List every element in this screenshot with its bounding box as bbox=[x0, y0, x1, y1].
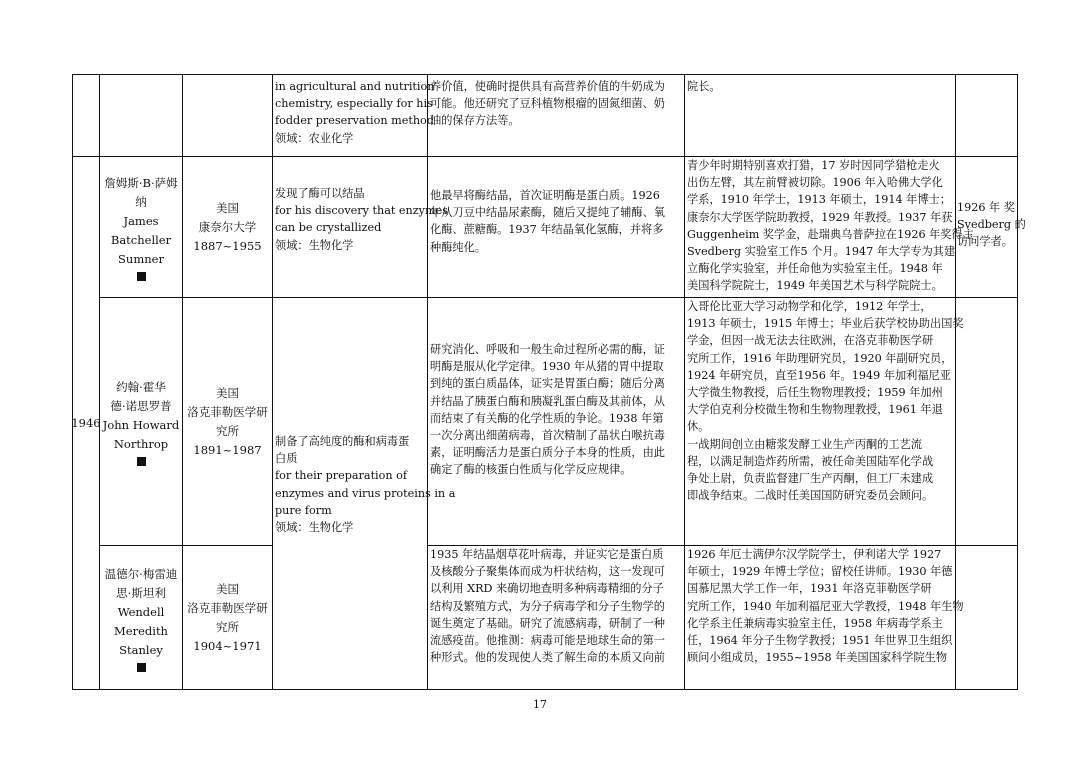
year-text: 1946 bbox=[71, 416, 101, 430]
name-line: 思·斯坦利 bbox=[116, 585, 166, 600]
text-line: 领域：生物化学 bbox=[275, 238, 354, 252]
text-line: 青少年时期特别喜欢打猎，17 岁时因同学猎枪走火 bbox=[687, 159, 940, 172]
field-cell-sumner bbox=[273, 185, 448, 285]
text-line: 年硕士，1929 年博士学位；留校任讲师。1930 年德 bbox=[687, 565, 953, 579]
text-line: 制备了高纯度的酶和病毒蛋 bbox=[275, 435, 410, 448]
laureate-name-northrop bbox=[100, 298, 182, 545]
text-line: 而结束了有关酶的化学性质的争论。1938 年第 bbox=[430, 411, 664, 425]
text-line: 院长。 bbox=[687, 80, 721, 93]
text-line: 1935 年结晶烟草花叶病毒，并证实它是蛋白质 bbox=[430, 548, 664, 561]
page-number: 17 bbox=[533, 698, 547, 711]
text-line: 明酶是服从化学定律。1930 年从猪的胃中提取 bbox=[430, 360, 664, 374]
name-line: Stanley bbox=[119, 642, 163, 657]
text-line: 诞生奠定了基础。研究了流感病毒，研制了一种 bbox=[430, 616, 665, 630]
text-line: 顾问小组成员，1955~1958 年美国国家科学院生物 bbox=[687, 651, 948, 665]
institution: 洛克菲勒医学研 bbox=[187, 404, 268, 419]
marker-square-icon bbox=[137, 663, 146, 672]
text-line: pure form bbox=[275, 503, 332, 517]
top-bio-cell bbox=[685, 78, 955, 156]
top-work-cell bbox=[428, 78, 684, 156]
marker-square-icon bbox=[137, 457, 146, 466]
text-line: Guggenheim 奖学金，赴瑞典乌普萨拉在1926 年奖得主 bbox=[687, 227, 974, 241]
text-line: 康奈尔大学医学院助教授，1929 年教授。1937 年获 bbox=[687, 210, 953, 224]
text-line: Svedberg 的 bbox=[957, 218, 1026, 232]
institution: 究所 bbox=[216, 423, 239, 438]
text-line: Svedberg 实验室工作5 个月。1947 年大学专为其建 bbox=[687, 245, 956, 259]
work-cell-sumner bbox=[428, 187, 684, 267]
text-line: 立酶化学实验室，并任命他为实验室主任。1948 年 bbox=[687, 262, 943, 276]
text-line: 并结晶了胰蛋白酶和胰凝乳蛋白酶及其前体，从 bbox=[430, 394, 665, 408]
field-cell-shared bbox=[273, 433, 456, 553]
text-line: 争处上尉，负责监督建厂生产丙酮，但工厂未建成 bbox=[687, 472, 934, 486]
laureate-affiliation-stanley bbox=[183, 546, 272, 690]
col-divider bbox=[955, 75, 956, 689]
text-line: 发现了酶可以结晶 bbox=[275, 187, 365, 200]
country: 美国 bbox=[216, 200, 239, 215]
laureate-table bbox=[71, 74, 1026, 690]
name-line: Meredith bbox=[114, 623, 168, 638]
text-line: 任，1964 年分子生物学教授；1951 年世界卫生组织 bbox=[687, 634, 953, 648]
laureate-name-stanley bbox=[100, 546, 182, 690]
text-line: 确定了酶的核蛋白性质与化学反应规律。 bbox=[430, 463, 632, 477]
laureate-name-sumner bbox=[100, 157, 182, 297]
text-line: 国慕尼黑大学工作一年，1931 年洛克菲勒医学研 bbox=[687, 582, 932, 596]
text-line: fodder preservation method bbox=[275, 114, 434, 128]
work-cell-northrop bbox=[428, 341, 684, 491]
text-line: 1924 年研究员，直至1956 年。1949 年加利福尼亚 bbox=[687, 368, 951, 382]
text-line: 究所工作，1940 年加利福尼亚大学教授，1948 年生物 bbox=[687, 599, 964, 613]
award-year bbox=[73, 157, 99, 689]
text-line: 1926 年厄士满伊尔汉学院学士，伊利诺大学 1927 bbox=[687, 548, 942, 561]
text-line: 化学系主任兼病毒实验室主任，1958 年病毒学系主 bbox=[687, 616, 943, 630]
text-line: 领域：生物化学 bbox=[275, 521, 354, 535]
name-line: Northrop bbox=[113, 436, 169, 451]
text-line: 他最早将酶结晶，首次证明酶是蛋白质。1926 bbox=[430, 189, 660, 202]
name-line: John Howard bbox=[102, 417, 180, 432]
institution: 康奈尔大学 bbox=[198, 219, 257, 234]
text-line: in agricultural and nutrition bbox=[275, 80, 435, 93]
text-line: for their preparation of bbox=[275, 469, 408, 483]
text-line: 一次分离出细菌病毒，首次精制了晶状白喉抗毒 bbox=[430, 429, 665, 443]
lifespan: 1887~1955 bbox=[193, 238, 262, 253]
bio-cell-sumner bbox=[685, 157, 974, 297]
text-line: 1926 年 奖 bbox=[957, 201, 1015, 214]
name-line: 温德尔·梅雷迪 bbox=[104, 566, 178, 581]
text-line: 大学伯克利分校微生物和生物物理教授，1961 年退 bbox=[687, 403, 943, 417]
name-line: Sumner bbox=[118, 251, 164, 266]
name-line: 德·诺思罗普 bbox=[110, 398, 172, 413]
name-line: 詹姆斯·B·萨姆 bbox=[104, 175, 178, 190]
text-line: 及核酸分子聚集体而成为杆状结构，这一发现可 bbox=[430, 565, 665, 579]
text-line: 研究消化、呼吸和一般生命过程所必需的酶，证 bbox=[430, 343, 665, 356]
name-line: 纳 bbox=[135, 194, 147, 209]
text-line: 入哥伦比亚大学习动物学和化学，1912 年学士， bbox=[687, 300, 932, 313]
lifespan: 1891~1987 bbox=[193, 442, 262, 457]
work-cell-stanley bbox=[428, 546, 684, 690]
text-line: 养价值，使确时提供具有高营养价值的牛奶成为 bbox=[430, 80, 665, 93]
text-line: can be crystallized bbox=[275, 221, 382, 235]
text-line: for his discovery that enzymes bbox=[275, 204, 448, 218]
laureate-affiliation-sumner bbox=[183, 157, 272, 297]
text-line: chemistry, especially for his bbox=[275, 97, 433, 111]
institution: 洛克菲勒医学研 bbox=[187, 601, 268, 615]
text-line: 油的保存方法等。 bbox=[430, 114, 520, 128]
text-line: 出伤左臂，其左前臂被切除。1906 年入哈佛大学化 bbox=[687, 176, 943, 190]
bio-cell-stanley bbox=[685, 546, 964, 690]
bio-cell-northrop bbox=[685, 298, 964, 545]
text-line: 年从刀豆中结晶尿素酶，随后又提纯了辅酶、氧 bbox=[430, 206, 665, 220]
text-line: 一战期间创立由糖浆发酵工业生产丙酮的工艺流 bbox=[687, 437, 922, 451]
institution: 究所 bbox=[216, 620, 239, 634]
col-divider bbox=[272, 75, 273, 689]
top-field-cell bbox=[273, 78, 435, 156]
name-line: Batcheller bbox=[110, 232, 172, 247]
text-line: 到纯的蛋白质晶体，证实是胃蛋白酶；随后分离 bbox=[430, 377, 665, 391]
text-line: 化酶、蔗糖酶。1937 年结晶氧化氢酶，并将多 bbox=[430, 223, 664, 237]
text-line: 结构及繁殖方式，为分子病毒学和分子生物学的 bbox=[430, 599, 665, 613]
text-line: 究所工作，1916 年助理研究员，1920 年副研究员， bbox=[687, 351, 953, 365]
text-line: 种酶纯化。 bbox=[430, 240, 486, 254]
note-cell-sumner bbox=[956, 199, 1026, 259]
text-line: enzymes and virus proteins in a bbox=[275, 486, 456, 500]
text-line: 可能。他还研究了豆科植物根瘤的固氮细菌、奶 bbox=[430, 97, 665, 111]
text-line: 美国科学院院士，1949 年美国艺术与科学院院士。 bbox=[687, 279, 943, 293]
text-line: 流感疫苗。他推测：病毒可能是地球生命的第一 bbox=[430, 634, 665, 648]
text-line: 即战争结束。二战时任美国国防研究委员会顾问。 bbox=[687, 489, 934, 503]
text-line: 领域：农业化学 bbox=[275, 131, 354, 145]
text-line: 种形式。他的发现使人类了解生命的本质又向前 bbox=[430, 651, 665, 665]
country: 美国 bbox=[216, 385, 239, 400]
text-line: 白质 bbox=[275, 452, 298, 466]
text-line: 素，证明酶活力是蛋白质分子本身的性质，由此 bbox=[430, 446, 665, 460]
text-line: 访问学者。 bbox=[957, 235, 1013, 249]
marker-square-icon bbox=[137, 272, 146, 281]
text-line: 休。 bbox=[687, 420, 710, 434]
name-line: 约翰·霍华 bbox=[116, 379, 166, 394]
lifespan: 1904~1971 bbox=[193, 639, 262, 653]
text-line: 1913 年硕士，1915 年博士；毕业后获学校协助出国奖 bbox=[687, 317, 964, 331]
text-line: 大学微生物教授，后任生物物理教授；1959 年加州 bbox=[687, 386, 943, 400]
text-line: 以利用 XRD 来确切地查明多种病毒精细的分子 bbox=[430, 582, 664, 596]
name-line: James bbox=[123, 213, 159, 228]
laureate-affiliation-northrop bbox=[183, 298, 272, 545]
text-line: 程，以满足制造炸药所需，被任命美国陆军化学战 bbox=[687, 454, 934, 468]
country: 美国 bbox=[216, 582, 239, 596]
text-line: 学系，1910 年学士，1913 年硕士，1914 年博士； bbox=[687, 193, 951, 207]
name-line: Wendell bbox=[117, 604, 165, 619]
text-line: 学金，但因一战无法去往欧洲，在洛克菲勒医学研 bbox=[687, 334, 934, 348]
